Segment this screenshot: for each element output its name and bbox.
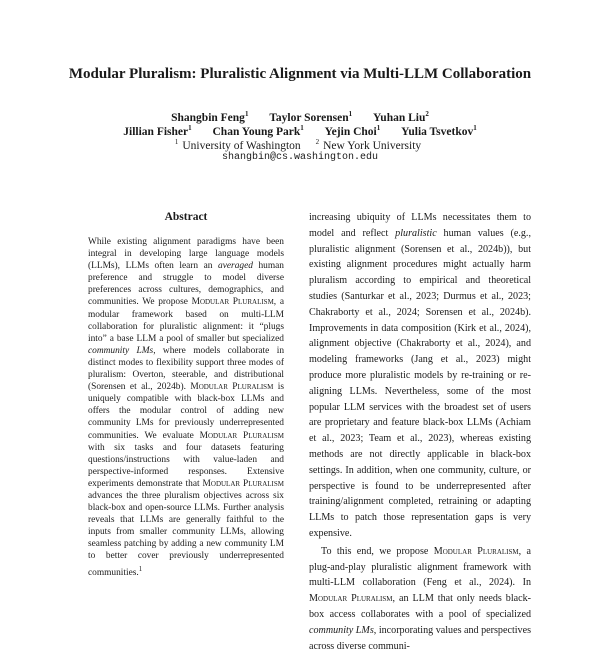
author: Shangbin Feng$^1$ <box>171 110 249 124</box>
intro-paragraph: To this end, we propose Modular Pluralism, a plug-and-play pluralistic alignment framework with multi-LLM collaboration (Feng et al., 2024). In Modular Pluralism, an LLM that only needs black-box access collaborates with a pool of specialized community LMs, incorporating values and perspectives across diverse communi- <box>309 545 532 652</box>
intro-paragraph: increasing ubiquity of LLMs necessitates them to model and reflect pluralistic human values (e.g., pluralistic alignment (Sorensen et al., 2024b)), but existing alignment procedures might actually harm pluralism according to empirical and theoretical studies (Santurkar et al., 2023; Durmus et al., 2023; Chakraborty et al., 2024; Sorensen et al., 2024b). Improvements in data composition (Kirk et al., 2024), alignment objective (Chakraborty et al., 2024), and modeling frameworks (Jang et al., 2023) might produce more pluralistic models by re-training or re-aligning LLMs. Nevertheless, some of the most popular LLM services with the broadest set of users are proprietary and feature black-box LLMs (Achiam et al., 2023; Team et al., 2023), whereas existing methods are not directly applicable in black-box settings. In addition, when one community, culture, or perspective is found to be underrepresented after training/alignment completed, retraining or adapting LLMs to patch those representation gaps is very expensive. <box>309 212 531 539</box>
paper-title: Modular Pluralism: Pluralistic Alignment via Multi-LLM Collaboration <box>68 66 532 82</box>
author-row-1 <box>0 110 600 124</box>
author-row-2 <box>0 124 600 138</box>
affiliation: $^1$ University of Washington <box>174 138 301 152</box>
author: Jillian Fisher$^1$ <box>123 124 192 138</box>
author: Chan Young Park$^1$ <box>212 124 304 138</box>
abstract-text: While existing alignment paradigms have been integral in developing large language models (LLMs), LLMs often learn an averaged human preference and struggle to model diverse preferences across cultures, demographics, and communities. We propose Modular Pluralism, a modular framework based on multi-LLM collaboration for pluralistic alignment: it “plugs into” a base LLM a pool of smaller but specialized community LMs, where models collaborate in distinct modes to flexibility support three modes of pluralism: Overton, steerable, and distributional (Sorensen et al., 2024b). Modular Pluralism is uniquely compatible with black-box LLMs and offers the modular control of adding new community LMs for previously underrepresented communities. We evaluate Modular Pluralism with six tasks and four datasets featuring questions/instructions with value-laden and perspective-informed responses. Extensive experiments demonstrate that Modular Pluralism advances the three pluralism objectives across six black-box and open-source LLMs. Further analysis reveals that LLMs are generally faithful to the inputs from smaller community LLMs, allowing seamless patching by adding a new community LM to better cover previously underrepresented communities.$^1$ <box>88 237 285 578</box>
author: Yuhan Liu$^2$ <box>373 110 429 124</box>
intro-column <box>309 210 531 654</box>
footnote-marker[interactable]: 1 <box>138 564 143 573</box>
abstract-heading: Abstract <box>164 211 208 223</box>
author: Yejin Choi$^1$ <box>324 124 381 138</box>
author: Taylor Sorensen$^1$ <box>269 110 353 124</box>
affiliations <box>0 138 600 152</box>
author: Yulia Tsvetkov$^1$ <box>401 124 477 138</box>
author-email[interactable]: shangbin@cs.washington.edu <box>221 152 379 163</box>
affiliation: $^2$ New York University <box>315 138 422 152</box>
